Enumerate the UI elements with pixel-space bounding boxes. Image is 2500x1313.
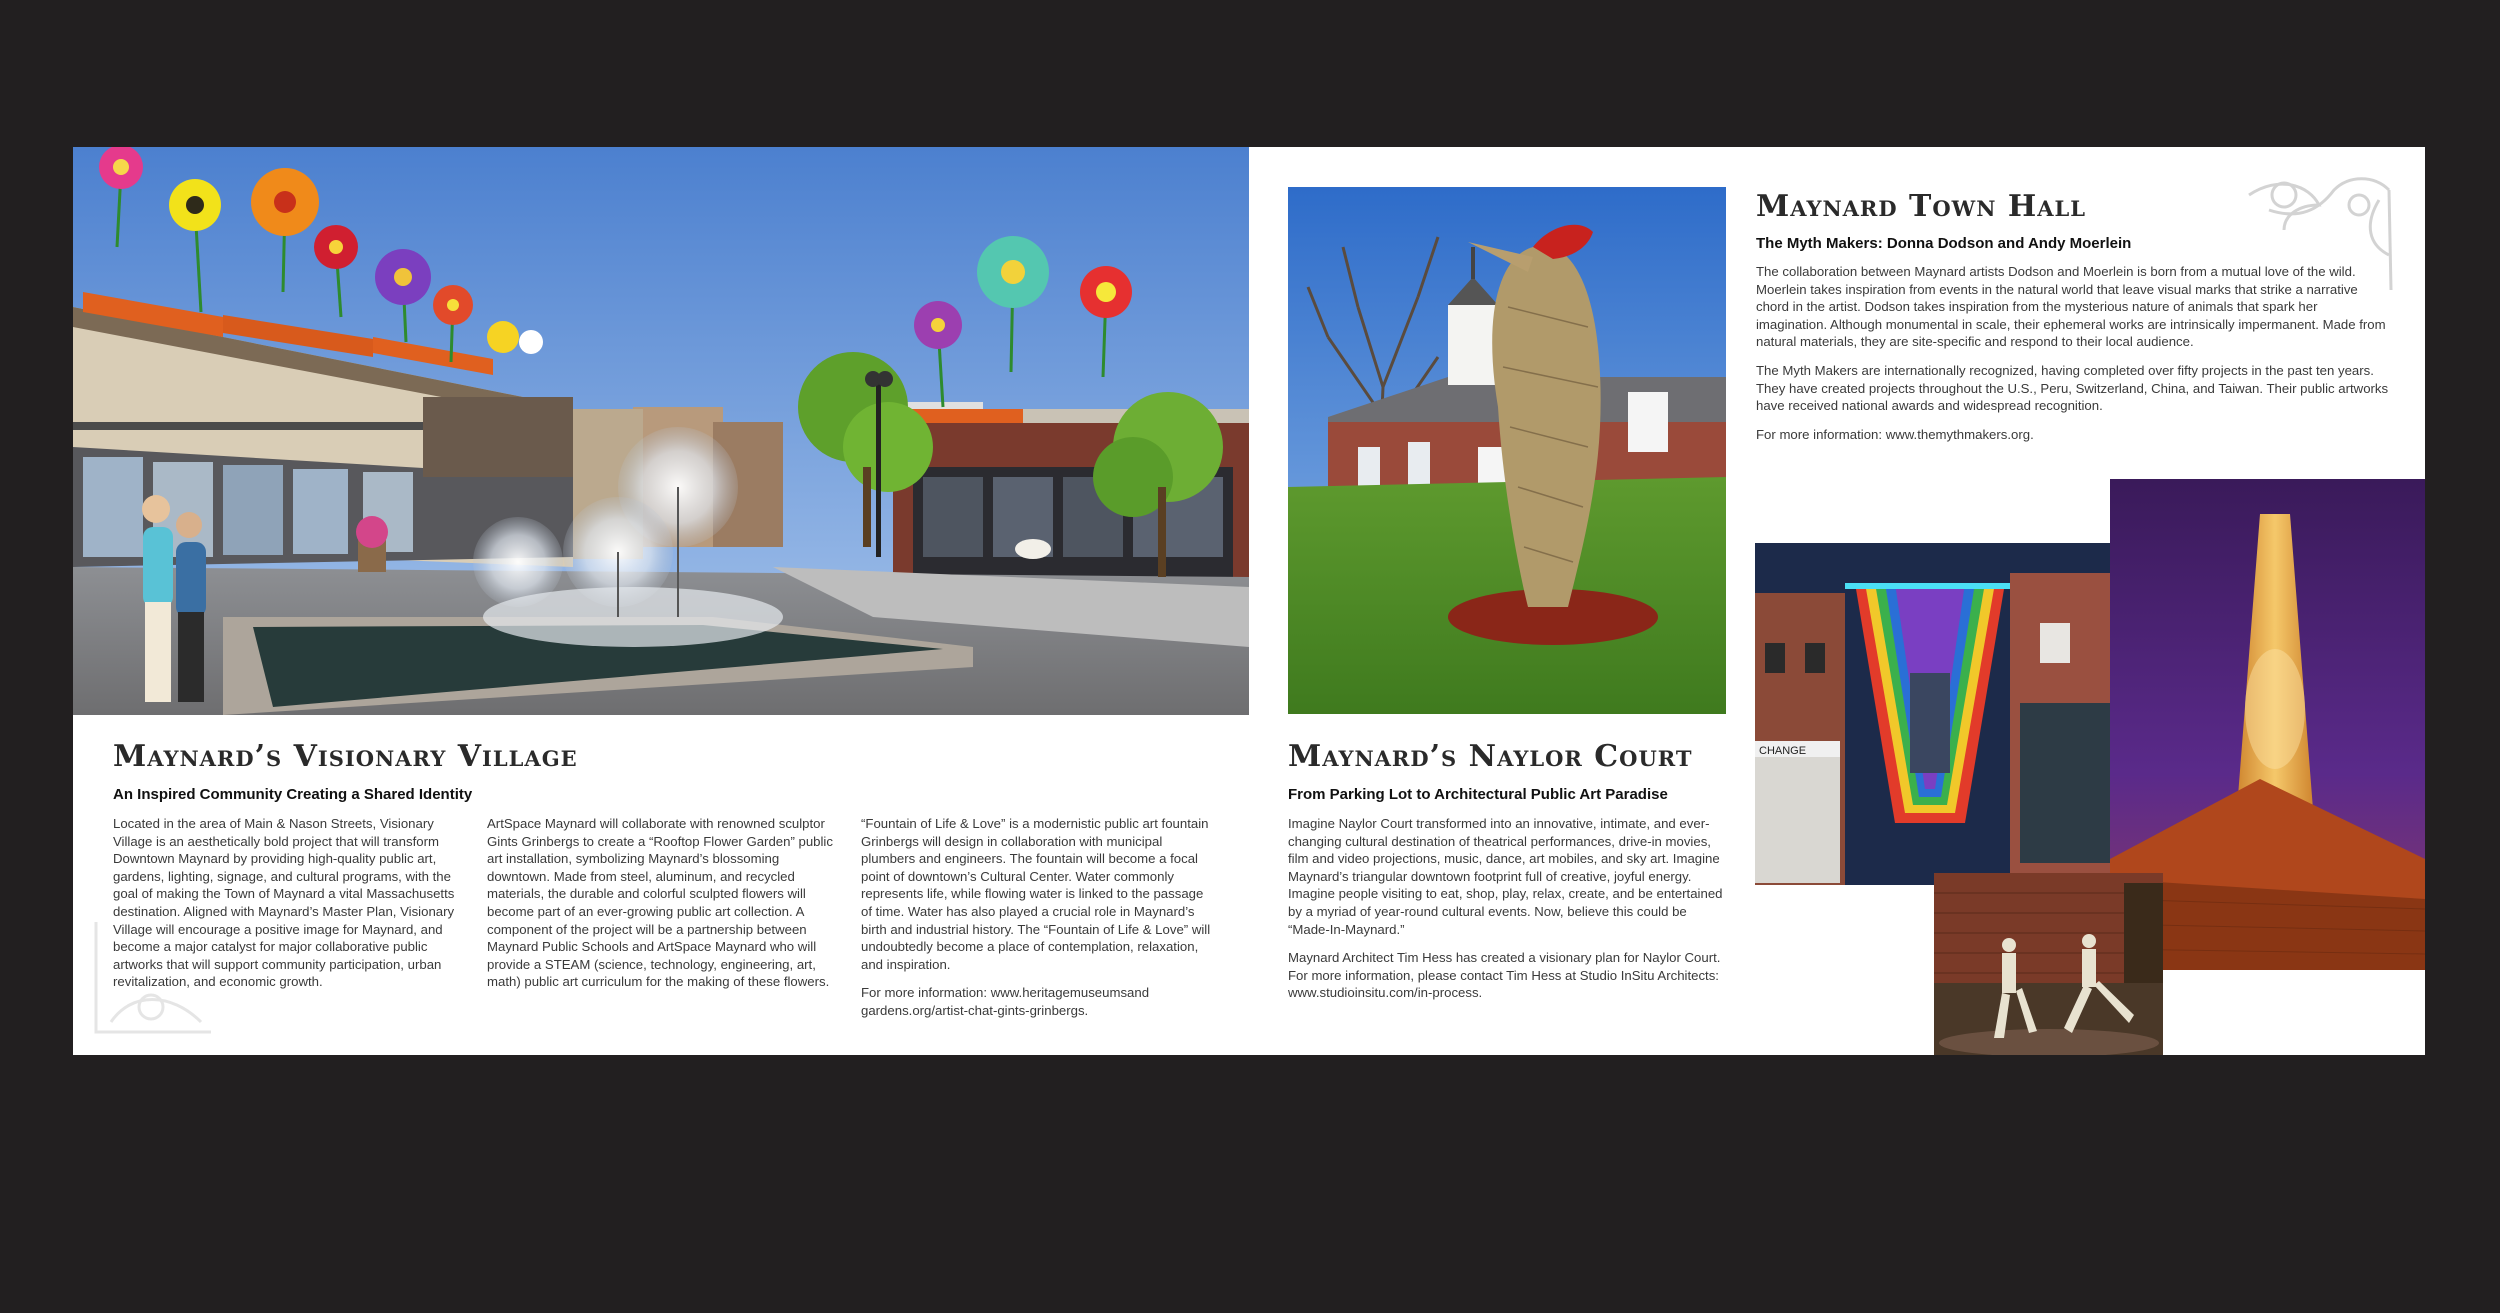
naylor-court-paragraph-1: Imagine Naylor Court transformed into an innovative, intimate, and ever-changing cultural destination of theatrical performances, drive-in movies, film and video projections, music, dance, art mobiles, and sky art. Imagine Maynard’s triangular downtown footprint full of creative, joyful energy. Imagine people visiting to eat, shop, play, relax, create, and be entertained by a myriad of year-round cultural events. Now, believe this could be “Made-In-Maynard.” (1288, 816, 1723, 937)
naylor-court-title: Maynard’s Naylor Court (1288, 739, 1693, 774)
town-hall-more-info: For more information: www.themythmakers.org. (1756, 426, 2034, 442)
woodpecker-sculpture-photo (1288, 187, 1726, 714)
visionary-village-title: Maynard’s Visionary Village (113, 739, 578, 774)
fountain-more-info: For more information: www.heritagemuseumsand gardens.org/artist-chat-gints-grinbergs. (861, 985, 1150, 1018)
visionary-village-paragraph-1: Located in the area of Main & Nason Streets, Visionary Village is an aesthetically bold project that will transform Downtown Maynard by providing high-quality public art, gardens, lighting, signage, and cultural programs, with the goal of making the Town of Maynard a vital Massachusetts destination. Aligned with Maynard’s Master Plan, Visionary Village will encourage a positive image for Maynard, and become a major catalyst for major collaborative public artworks that will support community participation, urban revitalization, and economic growth. (113, 816, 455, 990)
town-hall-paragraph-1: The collaboration between Maynard artists Dodson and Moerlein is born from a mutual love of the wild. Moerlein takes inspiration from events in the natural world that leave visual marks that strike a narrative chord in the artist. Dodson takes inspiration from the mysterious nature of animals that spark her imagination. Although monumental in scale, their ephemeral works are intrinsically impermanent. Made from natural materials, they are site-specific and respond to their local audience. (1756, 264, 2386, 350)
brochure-spread (73, 147, 2425, 1055)
storefront-sign-text: CHANGE (1759, 745, 1807, 757)
visionary-village-column-1 (113, 815, 468, 1002)
town-hall-subtitle: The Myth Makers: Donna Dodson and Andy Moerlein (1756, 235, 2132, 252)
fountain-paragraph: “Fountain of Life & Love” is a modernistic public art fountain Grinbergs will design in collaboration with municipal plumbers and engineers. The fountain will become a focal point of downtown’s Cultural Center. Water commonly represents life, while flowing water is linked to the passage of time. Water has also played a crucial role in Maynard’s birth and industrial history. The “Fountain of Life & Love” will undoubtedly become a place of contemplation, relaxation, and inspiration. (861, 816, 1211, 972)
visionary-village-paragraph-2: ArtSpace Maynard will collaborate with renowned sculptor Gints Grinbergs to create a “Rooftop Flower Garden” public art installation, symbolizing Maynard’s blossoming downtown. Made from steel, aluminum, and recycled materials, the durable and colorful sculpted flowers will become part of an ever-growing public art collection. A component of the project will be a partnership between Maynard Public Schools and ArtSpace Maynard who will provide a STEAM (science, technology, engineering, art, math) public art curriculum for the making of these flowers. (487, 816, 833, 990)
dancers-performance-photo (1934, 873, 2163, 1055)
naylor-court-subtitle: From Parking Lot to Architectural Public Art Paradise (1288, 786, 1668, 803)
visionary-village-rendering (73, 147, 1249, 715)
visionary-village-column-2 (487, 815, 842, 1002)
town-hall-title: Maynard Town Hall (1756, 189, 2087, 224)
visionary-village-subtitle: An Inspired Community Creating a Shared Identity (113, 786, 473, 803)
naylor-court-body (1288, 815, 1728, 1013)
rainbow-alley-photo (1755, 543, 2123, 885)
naylor-court-paragraph-2: Maynard Architect Tim Hess has created a visionary plan for Naylor Court. For more information, please contact Tim Hess at Studio InSitu Architects: www.studioinsitu.com/in-process. (1288, 950, 1721, 1001)
town-hall-body (1756, 263, 2391, 454)
visionary-village-column-3 (861, 815, 1216, 1031)
town-hall-paragraph-2: The Myth Makers are internationally recognized, having completed over fifty projects in the past ten years. They have created projects throughout the U.S., Peru, Switzerland, China, and Taiwan. Their public artworks have received national awards and widespread recognition. (1756, 362, 2389, 414)
